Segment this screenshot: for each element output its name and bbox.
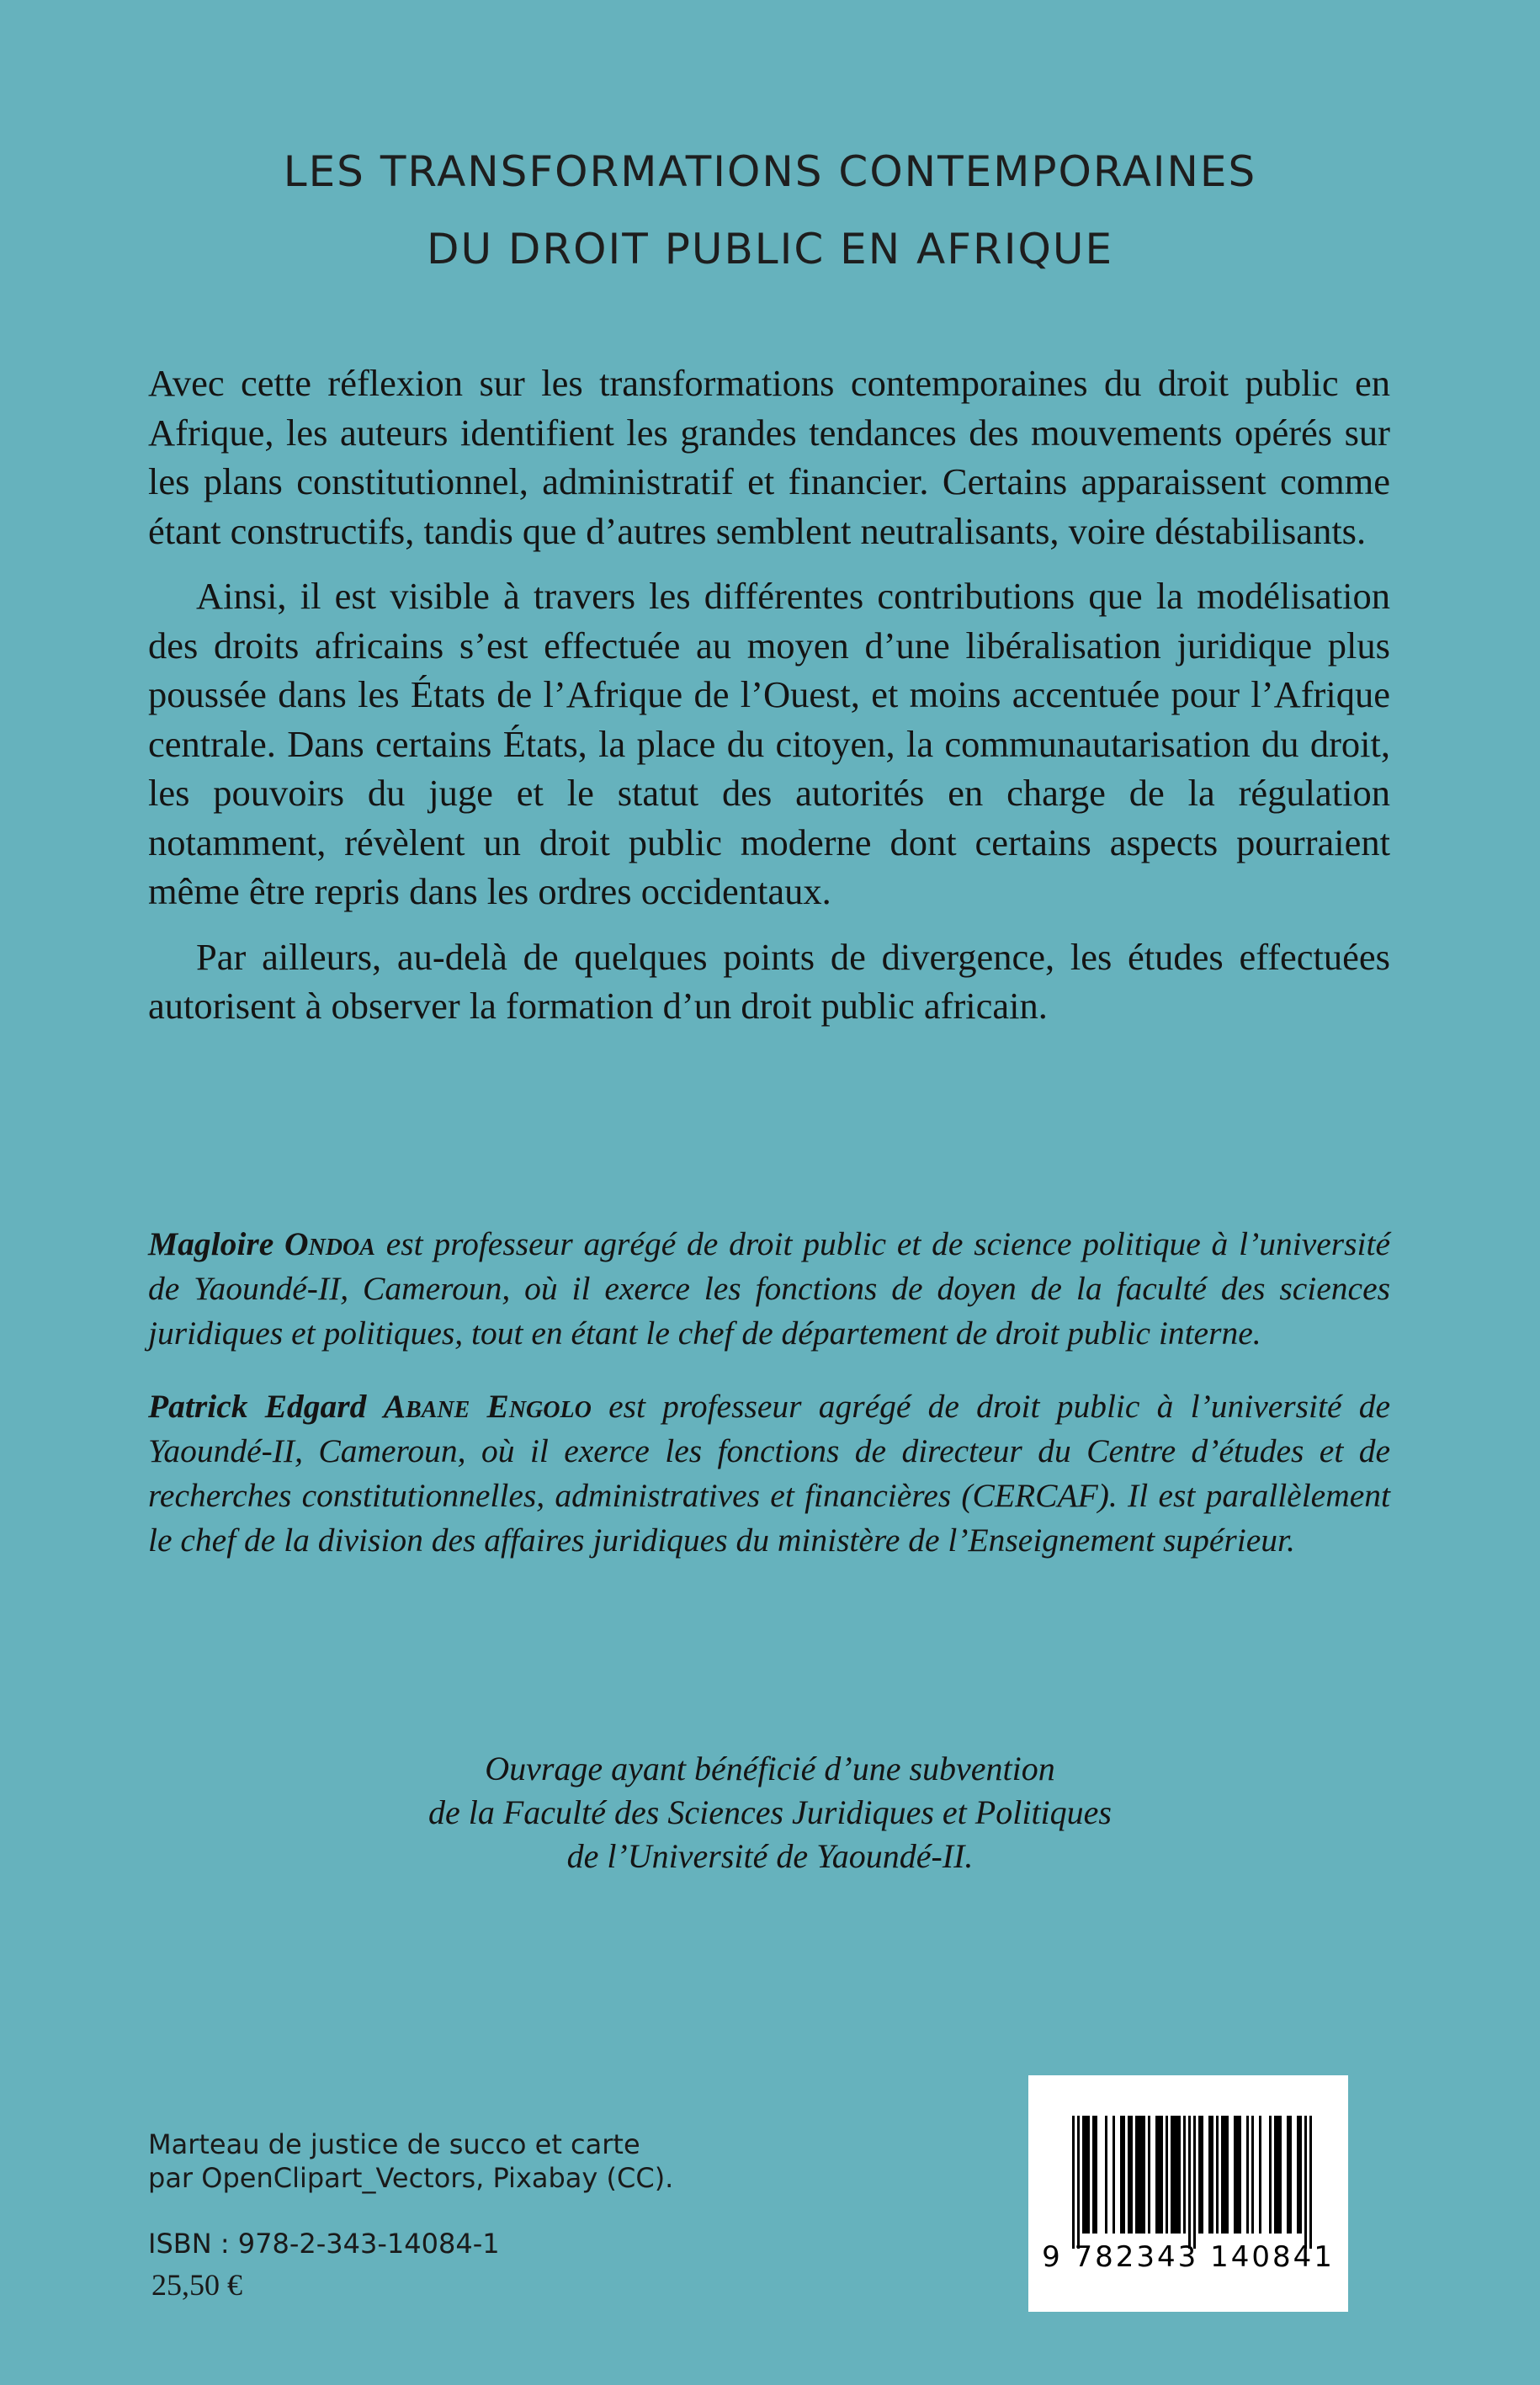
barcode-bar [1095, 2116, 1097, 2234]
barcode-bar [1160, 2116, 1163, 2234]
barcode-bar [1085, 2116, 1087, 2234]
barcode-bar [1140, 2116, 1143, 2234]
price: 25,50 € [151, 2268, 242, 2302]
barcode-digits: 9 782343 140841 [1042, 2240, 1335, 2274]
book-title [0, 133, 1540, 288]
barcode-bar [1158, 2116, 1160, 2234]
barcode-bar [1171, 2116, 1173, 2234]
barcode-bar [1201, 2116, 1203, 2234]
barcode-bar [1221, 2116, 1224, 2234]
summary-paragraph-1: Avec cette réflexion sur les transformations contemporaines du droit public en Afrique, les auteurs identifient les grandes tendances des mouvements opérés sur les plans constitutionnel, administratif et financier. Certains apparaissent comme étant constructifs, tandis que d’autres semblent neutralisants, voire déstabilisants. [148, 362, 1390, 552]
barcode-bar [1082, 2116, 1085, 2234]
barcode-bars [1028, 2075, 1348, 2312]
author-name-2 [148, 1388, 592, 1425]
barcode-bar [1087, 2116, 1090, 2234]
barcode-bar [1188, 2116, 1191, 2249]
author-last-name: Abane Engolo [383, 1388, 592, 1425]
barcode-bar [1216, 2116, 1219, 2234]
barcode-bar [1211, 2116, 1213, 2234]
barcode-bar [1143, 2116, 1145, 2234]
barcode-bar [1123, 2116, 1125, 2234]
barcode-bar [1274, 2116, 1277, 2234]
author-bios [148, 1222, 1390, 1591]
title-line-1: LES TRANSFORMATIONS CONTEMPORAINES [283, 147, 1257, 196]
barcode-bar [1176, 2116, 1178, 2234]
barcode [1028, 2075, 1348, 2312]
barcode-bar [1269, 2116, 1272, 2234]
grant-line-3: de l’Université de Yaoundé-II. [566, 1837, 974, 1875]
barcode-bar [1072, 2116, 1075, 2249]
barcode-bar [1193, 2116, 1196, 2249]
barcode-bar [1304, 2116, 1307, 2249]
barcode-bar [1130, 2116, 1133, 2234]
author-bio-text: est professeur agrégé de droit public et de science politique à l’université de Yaoundé-II, Cameroun, où il exerce les fonctions de doyen de la faculté des sciences juridiques et politiques, tout en étant le chef de département de droit public interne. [148, 1225, 1390, 1352]
barcode-bar [1105, 2116, 1107, 2234]
barcode-bar [1183, 2116, 1186, 2234]
summary-paragraph-2: Ainsi, il est visible à travers les différentes contributions que la modélisation des droits africains s’est effectuée au moyen d’une libéralisation juridique plus poussée dans les États de l’Afrique de l’Ouest, et moins accentuée pour l’Afrique centrale. Dans certains États, la place du citoyen, la communautarisation du droit, les pouvoirs du juge et le statut des autorités en charge de la régulation notamment, révèlent un droit public moderne dont certains aspects pourraient même être repris dans les ordres occidentaux. [148, 575, 1390, 912]
barcode-bar [1224, 2116, 1226, 2234]
barcode-bar [1077, 2116, 1080, 2249]
grant-line-1: Ouvrage ayant bénéficié d’une subvention [485, 1750, 1055, 1787]
barcode-bar [1279, 2116, 1282, 2234]
barcode-bar [1297, 2116, 1299, 2234]
summary [148, 359, 1390, 1047]
author-name-1 [148, 1225, 375, 1262]
grant-notice [0, 1747, 1540, 1878]
author-bio-1 [148, 1222, 1390, 1356]
barcode-bar [1138, 2116, 1140, 2234]
barcode-bar [1120, 2116, 1123, 2234]
barcode-bar [1226, 2116, 1229, 2234]
barcode-bar [1166, 2116, 1168, 2234]
barcode-bar [1239, 2116, 1241, 2234]
barcode-bar [1251, 2116, 1254, 2234]
barcode-bar [1234, 2116, 1236, 2234]
author-first-name: Magloire [148, 1225, 274, 1262]
barcode-bar [1155, 2116, 1158, 2234]
author-last-name: Ondoa [284, 1225, 375, 1262]
image-credits [148, 2127, 905, 2195]
barcode-bar [1198, 2116, 1201, 2234]
barcode-bar [1309, 2116, 1312, 2249]
author-bio-text: est professeur agrégé de droit public à l’université de Yaoundé-II, Cameroun, où il exerce les fonctions de directeur du Centre d’études et de recherches constitutionnelles, administratives et financières (CERCAF). Il est parallèlement le chef de la division des affaires juridiques du ministère de l’Enseignement supérieur. [148, 1388, 1391, 1559]
barcode-bar [1236, 2116, 1239, 2234]
barcode-bar [1277, 2116, 1279, 2234]
credits-line-2: par OpenClipart_Vectors, Pixabay (CC). [148, 2162, 674, 2194]
barcode-bar [1259, 2116, 1261, 2234]
barcode-bar [1287, 2116, 1289, 2234]
barcode-bar [1208, 2116, 1211, 2234]
author-bio-2 [148, 1384, 1390, 1563]
grant-line-2: de la Faculté des Sciences Juridiques et Politiques [428, 1793, 1112, 1831]
barcode-bar [1289, 2116, 1292, 2234]
barcode-bar [1148, 2116, 1150, 2234]
summary-paragraph-3: Par ailleurs, au-delà de quelques points de divergence, les études effectuées autorisent à observer la formation d’un droit public africain. [148, 935, 1390, 1027]
barcode-bar [1178, 2116, 1181, 2234]
title-line-2: DU DROIT PUBLIC EN AFRIQUE [426, 225, 1114, 274]
barcode-bar [1092, 2116, 1095, 2234]
barcode-bar [1128, 2116, 1130, 2234]
barcode-bar [1113, 2116, 1115, 2234]
isbn: ISBN : 978-2-343-14084-1 [148, 2228, 500, 2260]
credits-line-1: Marteau de justice de succo et carte [148, 2128, 640, 2160]
barcode-bar [1299, 2116, 1302, 2234]
barcode-bar [1135, 2116, 1138, 2234]
barcode-bar [1246, 2116, 1249, 2234]
author-first-name: Patrick Edgard [148, 1388, 367, 1425]
barcode-bar [1173, 2116, 1176, 2234]
